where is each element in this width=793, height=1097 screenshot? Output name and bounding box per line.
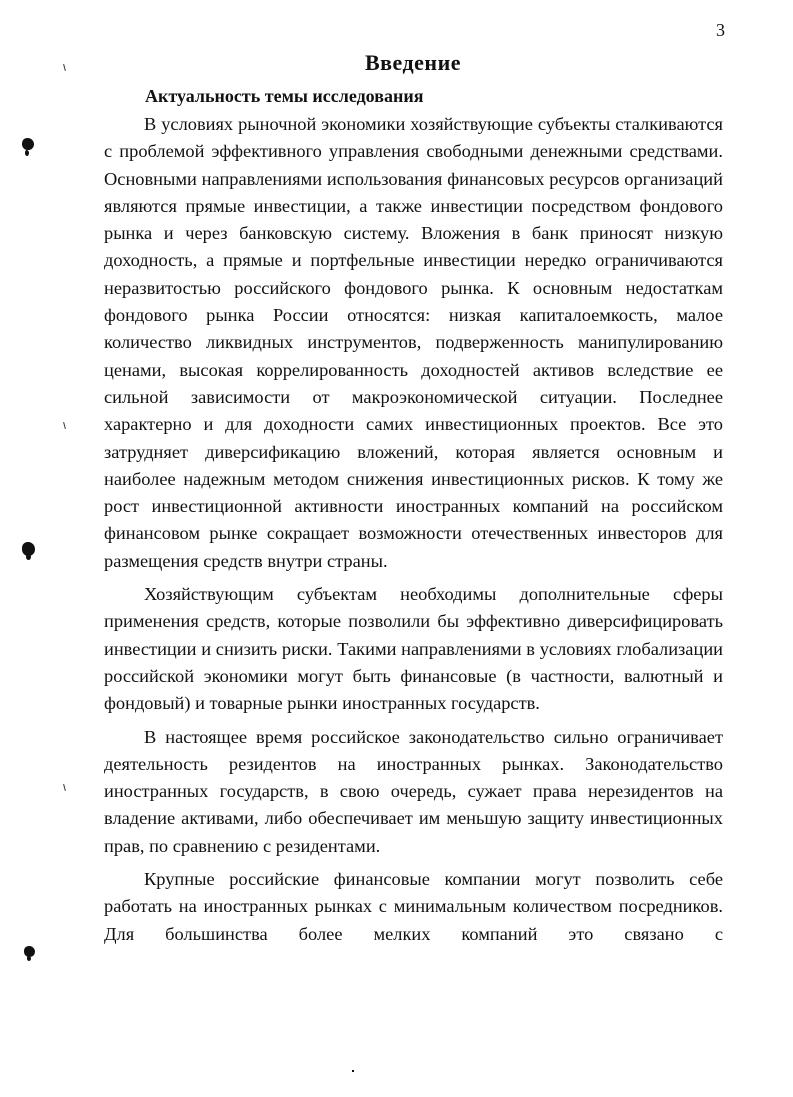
scan-tick-mark <box>63 784 66 791</box>
paragraph-1: В условиях рыночной экономики хозяйствующие субъекты сталкиваются с проблемой эффективного управления свободными денежными средствами. Основными направлениями использования финансовых ресурсов организаций являются прямые инвестиции, а также инвестиции посредством фондового рынка и через банковскую систему. Вложения в банк приносят низкую доходность, а прямые и портфельные инвестиции нередко ограничиваются неразвитостью российского фондового рынка. К основным недостаткам фондового рынка России относятся: низкая капиталоемкость, малое количество ликвидных инструментов, подверженность манипулированию ценами, высокая коррелированность доходностей активов вследствие ее сильной зависимости от макроэкономической ситуации. Последнее характерно и для доходности самих инвестиционных проектов. Все это затрудняет диверсификацию вложений, которая является основным и наиболее надежным методом снижения инвестиционных рисков. К тому же рост инвестиционной активности иностранных компаний на российском финансовом рынке сокращает возможности отечественных инвесторов для размещения средств внутри страны. <box>104 114 723 571</box>
section-subtitle: Актуальность темы исследования <box>145 86 424 106</box>
page-title: Введение <box>364 50 462 75</box>
paragraph-3: В настоящее время российское законодательство сильно ограничивает деятельность резидентов на иностранных рынках. Законодательство иностранных государств, в свою очередь, сужает права нерезидентов на владение активами, либо обеспечивает им меньшую защиту инвестиционных прав, по сравнению с резидентами. <box>104 726 723 856</box>
scan-blot <box>26 554 31 560</box>
scan-blot <box>22 138 34 150</box>
paragraph-4: Крупные российские финансовые компании могут позволить себе работать на иностранных рынках с минимальным количеством посредников. Для большинства более мелких компаний это связано с <box>104 869 723 944</box>
scan-blot <box>25 150 29 156</box>
body-text <box>104 111 723 948</box>
paragraph-2: Хозяйствующим субъектам необходимы дополнительные сферы применения средств, которые позволили бы эффективно диверсифицировать инвестиции и снизить риски. Такими направлениями в условиях глобализации российской экономики могут быть финансовые (в частности, валютный и фондовый) и товарные рынки иностранных государств. <box>104 584 723 714</box>
scan-dot <box>352 1070 354 1072</box>
page-number: 3 <box>716 20 725 40</box>
scan-blot <box>27 956 31 961</box>
scan-tick-mark <box>63 422 66 429</box>
